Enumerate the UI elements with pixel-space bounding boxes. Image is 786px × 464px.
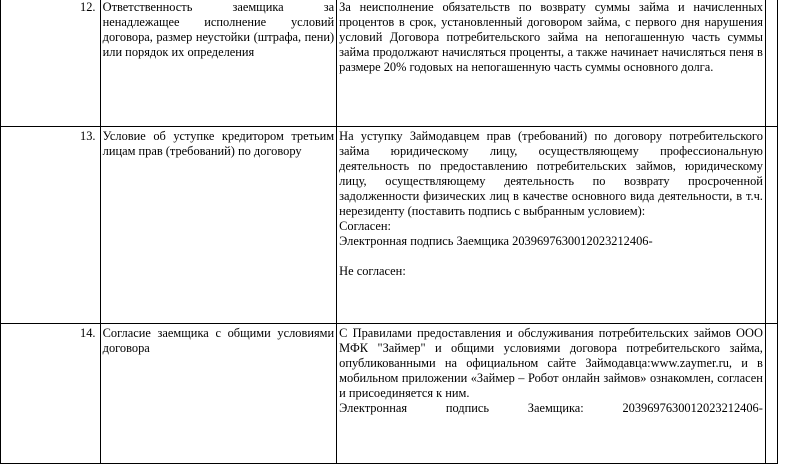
disagree-label: Не согласен: bbox=[339, 264, 406, 279]
term-condition bbox=[337, 323, 766, 463]
term-label: Ответственность заемщика за ненадлежащее исполнение условий договора, размер неустойки (штрафа, пени) или порядок их определения bbox=[100, 0, 337, 126]
term-condition: За неисполнение обязательств по возврату суммы займа и начисленных процентов в срок, установленный договором займа, с первого дня нарушения условий Договора потребительского займа на непогашенную часть суммы займа продолжают начисляться проценты, а также начинает начисляться пеня в размере 20% годовых на непогашенную часть суммы основного долга. bbox=[337, 0, 766, 126]
term-label: Условие об уступке кредитором третьим лицам прав (требований) по договору bbox=[100, 126, 337, 323]
agree-label: Согласен: bbox=[339, 219, 391, 234]
signature-line bbox=[339, 401, 763, 416]
term-condition bbox=[337, 126, 766, 323]
row-number: 14. bbox=[1, 323, 101, 463]
general-terms-consent-text: С Правилами предоставления и обслуживания потребительских займов ООО МФК "Займер" и общими условиями договора потребительского займа, опубликованными на официальном сайте Займодавца:www.zaymer.ru, и в мобильном приложении «Займер – Робот онлайн займов» ознакомлен, согласен и присоединяется к ним. bbox=[339, 325, 763, 400]
signature-number: 20396976300120232124​06- bbox=[622, 400, 763, 415]
signature-label: Электронная подпись Заемщика: bbox=[339, 400, 584, 415]
term-label: Согласие заемщика с общими условиями договора bbox=[100, 323, 337, 463]
agree-signature-line: Электронная подпись Заемщика 20396976300120232124​06- bbox=[339, 234, 653, 249]
empty-cell bbox=[765, 0, 777, 126]
table-row-14 bbox=[1, 323, 778, 463]
table-row-13 bbox=[1, 126, 778, 323]
assignment-condition-text: На уступку Займодавцем прав (требований) по договору потребительского займа юридическому лицу, осуществляющему профессиональную деятельность по предоставлению потребительских займов, юридическому лицу, осуществляющему деятельность по возврату просроченной задолженности физических лиц в качестве основного вида деятельности, в т.ч. нерезиденту (поставить подпись с выбранным условием): bbox=[339, 128, 763, 218]
table-row-12 bbox=[1, 0, 778, 126]
empty-cell bbox=[765, 126, 777, 323]
row-number: 12. bbox=[1, 0, 101, 126]
empty-cell bbox=[765, 323, 777, 463]
row-number: 13. bbox=[1, 126, 101, 323]
